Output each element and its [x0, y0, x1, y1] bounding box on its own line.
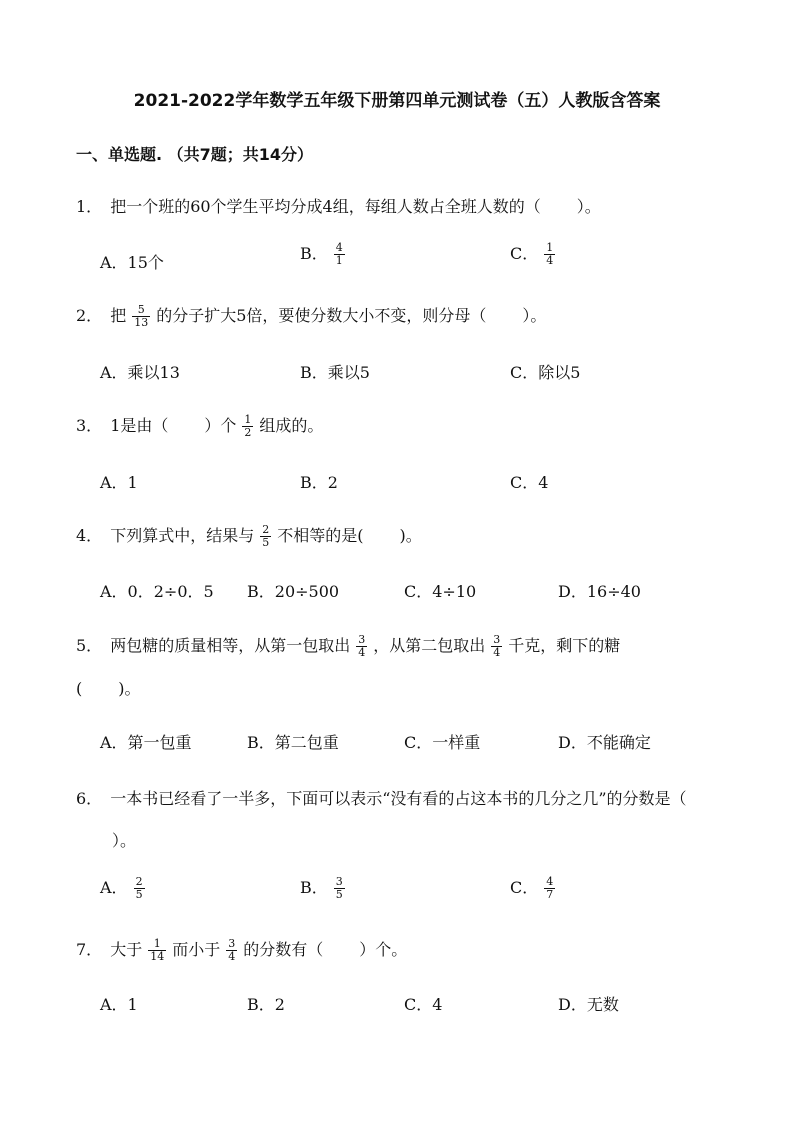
option-b[interactable]: B．乘以5 — [300, 363, 370, 382]
fraction: $\frac{3}{4}$ — [358, 633, 366, 659]
option-c[interactable]: C．4÷10 — [404, 582, 477, 601]
question-5-line-2: ( )。 — [76, 679, 141, 698]
option-d[interactable]: D．不能确定 — [558, 733, 651, 752]
option-d[interactable]: D．无数 — [558, 995, 619, 1014]
option-a[interactable]: A．1 — [100, 995, 138, 1014]
option-b[interactable]: B．20÷500 — [247, 582, 340, 601]
question-7: 7． 大于 $\frac{1}{14}$ 而小于 $\frac{3}{4}$ 的分数有（ ）个。 — [76, 937, 408, 963]
option-c[interactable]: C．4 — [510, 473, 549, 492]
question-number: 2． — [76, 306, 103, 325]
option-a[interactable]: A．第一包重 — [100, 733, 192, 752]
option-a[interactable]: A．1 — [100, 473, 138, 492]
fraction: $\frac{1}{2}$ — [244, 413, 252, 439]
fraction: $\frac{2}{5}$ — [135, 875, 143, 901]
fraction: $\frac{4}{1}$ — [335, 241, 343, 267]
fraction: $\frac{3}{4}$ — [228, 937, 236, 963]
option-a[interactable]: A．15个 — [100, 253, 164, 272]
fraction: $\frac{3}{5}$ — [335, 875, 343, 901]
option-c[interactable]: C． $\frac{4}{7}$ — [510, 875, 554, 901]
question-1 — [76, 196, 601, 218]
option-c[interactable]: C．4 — [404, 995, 443, 1014]
option-a[interactable]: A．乘以13 — [100, 363, 180, 382]
option-label: C． — [510, 244, 539, 263]
question-6: 6． 一本书已经看了一半多，下面可以表示“没有看的占这本书的几分之几”的分数是（）。 — [76, 789, 687, 850]
option-c[interactable] — [510, 242, 561, 267]
question-number: 5． — [76, 636, 103, 655]
question-3: 3． 1是由（ ）个 $\frac{1}{2}$ 组成的。 — [76, 413, 324, 439]
option-b[interactable]: B．2 — [247, 995, 285, 1014]
question-text-end: ）。 — [576, 197, 601, 216]
question-number: 3． — [76, 416, 103, 435]
question-4: 4． 下列算式中，结果与 $\frac{2}{5}$ 不相等的是( )。 — [76, 523, 422, 549]
question-number: 6． — [76, 789, 103, 808]
option-c[interactable]: C．一样重 — [404, 733, 481, 752]
option-a[interactable]: A．0．2÷0．5 — [100, 582, 214, 601]
fraction: $\frac{5}{13}$ — [134, 303, 149, 329]
option-c[interactable]: C．除以5 — [510, 363, 581, 382]
fraction: $\frac{1}{4}$ — [546, 241, 554, 267]
question-number: 4． — [76, 526, 103, 545]
option-d[interactable]: D．16÷40 — [558, 582, 641, 601]
option-a[interactable]: A． $\frac{2}{5}$ — [100, 875, 143, 901]
option-b[interactable]: B． $\frac{3}{5}$ — [300, 875, 343, 901]
option-b[interactable]: B．2 — [300, 473, 338, 492]
fraction: $\frac{3}{4}$ — [493, 633, 501, 659]
fraction: $\frac{4}{7}$ — [546, 875, 554, 901]
question-5: 5． 两包糖的质量相等，从第一包取出 $\frac{3}{4}$ ，从第二包取出 $\frac{3}{4}$ 千克，剩下的糖 — [76, 633, 621, 659]
question-text: 把一个班的60个学生平均分成4组，每组人数占全班人数的（ — [110, 197, 541, 216]
option-b[interactable] — [300, 242, 351, 267]
section-heading: 一、单选题. （共7题；共14分） — [76, 145, 314, 164]
fraction: $\frac{1}{14}$ — [150, 937, 165, 963]
option-label: B． — [300, 244, 328, 263]
question-2: 2． 把 $\frac{5}{13}$ 的分子扩大5倍，要使分数大小不变，则分母（ ）。 — [76, 303, 547, 329]
question-text: 的分子扩大5倍，要使分数大小不变，则分母（ — [156, 306, 487, 325]
question-number: 7． — [76, 940, 103, 959]
fraction: $\frac{2}{5}$ — [262, 523, 270, 549]
question-number: 1． — [76, 197, 103, 216]
page-title: 2021-2022学年数学五年级下册第四单元测试卷（五）人教版含答案 — [133, 91, 661, 111]
option-b[interactable]: B．第二包重 — [247, 733, 339, 752]
